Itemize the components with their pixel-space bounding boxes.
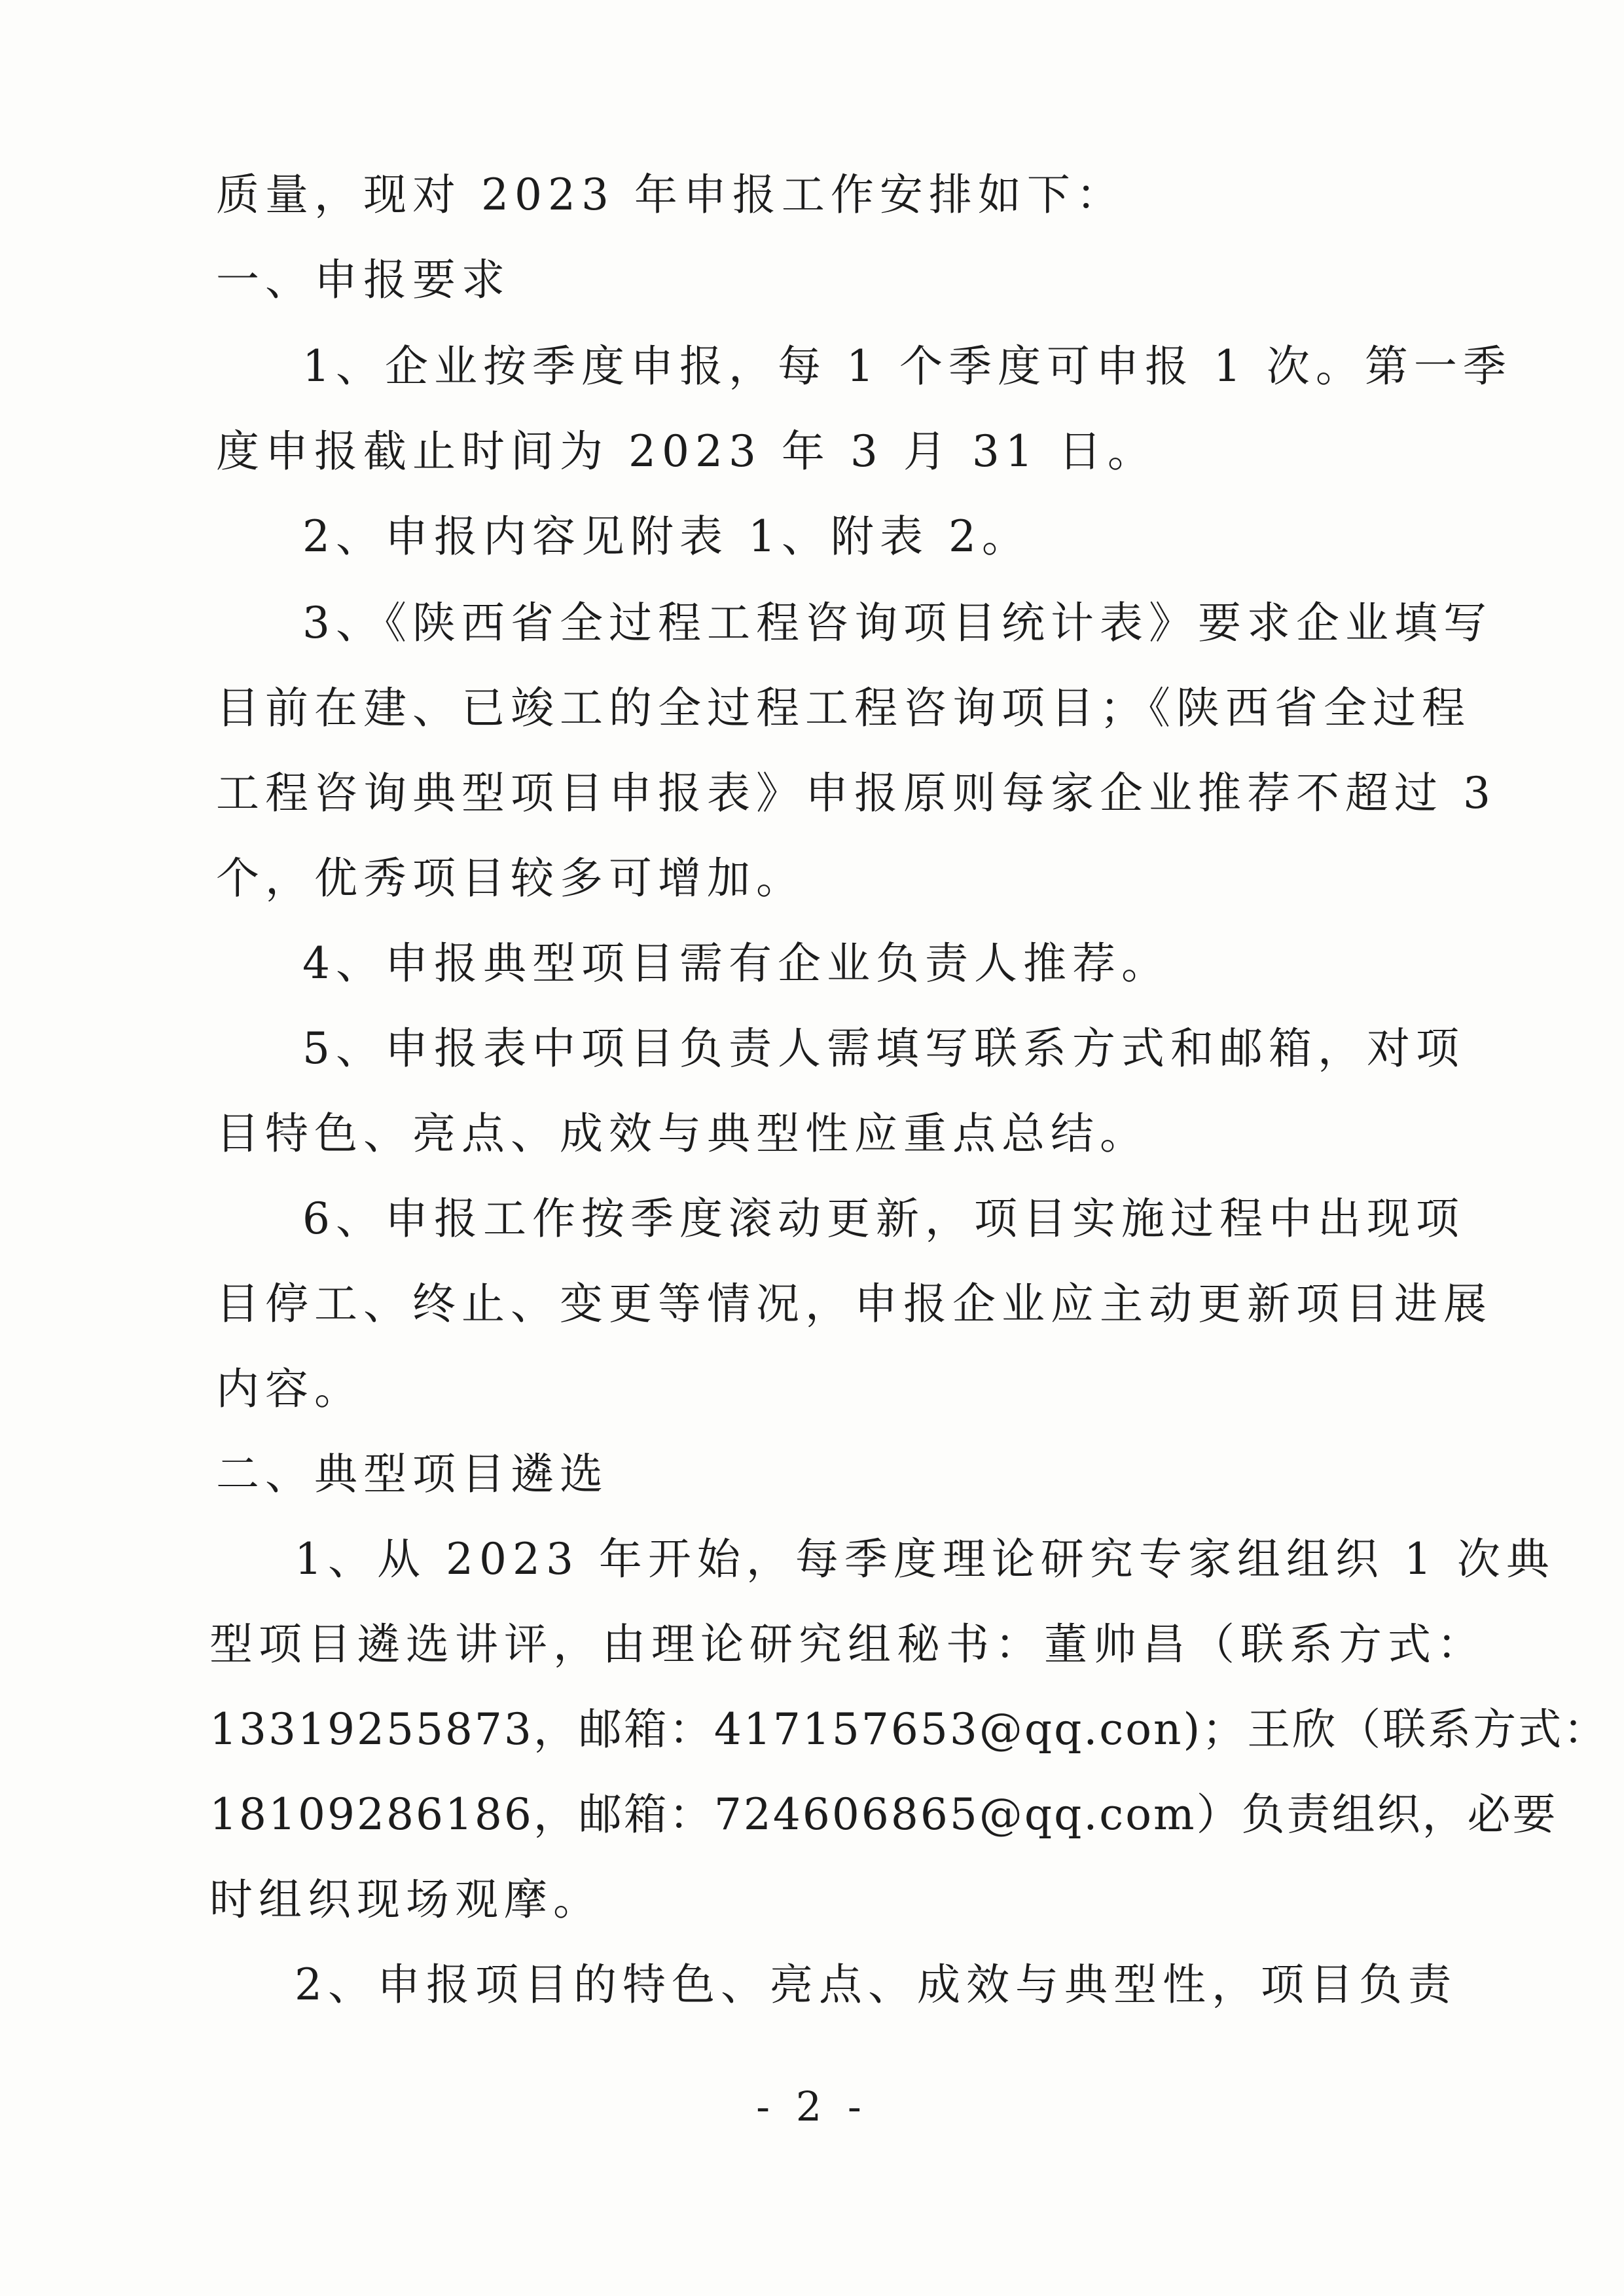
section-heading: 一、申报要求 — [216, 255, 511, 305]
text-line: 目特色、亮点、成效与典型性应重点总结。 — [216, 1108, 1149, 1159]
section-heading: 二、典型项目遴选 — [216, 1449, 609, 1499]
text-line: 1、从 2023 年开始，每季度理论研究专家组组织 1 次典 — [295, 1534, 1555, 1584]
text-line: 工程咨询典型项目申报表》申报原则每家企业推荐不超过 3 — [216, 768, 1496, 818]
text-line: 3、《陕西省全过程工程咨询项目统计表》要求企业填写 — [302, 598, 1492, 648]
page-number: - 2 - — [756, 2083, 868, 2130]
text-line: 时组织现场观摩。 — [209, 1874, 602, 1925]
text-line: 度申报截止时间为 2023 年 3 月 31 日。 — [216, 426, 1157, 477]
text-line: 4、申报典型项目需有企业负责人推荐。 — [302, 938, 1170, 989]
text-line: 2、申报内容见附表 1、附表 2。 — [302, 511, 1031, 562]
text-line: 6、申报工作按季度滚动更新，项目实施过程中出现项 — [302, 1194, 1465, 1244]
text-line: 内容。 — [216, 1364, 363, 1414]
text-line: 目停工、终止、变更等情况，申报企业应主动更新项目进展 — [216, 1279, 1492, 1329]
text-line: 个，优秀项目较多可增加。 — [216, 853, 805, 903]
text-line: 质量，现对 2023 年申报工作安排如下： — [216, 170, 1125, 220]
text-line: 5、申报表中项目负责人需填写联系方式和邮箱，对项 — [302, 1023, 1465, 1074]
text-line: 18109286186，邮箱：724606865@qq.com）负责组织，必要 — [209, 1789, 1558, 1840]
text-line: 型项目遴选讲评，由理论研究组秘书：董帅昌（联系方式： — [209, 1619, 1486, 1669]
text-line: 13319255873，邮箱：417157653@qq.con)；王欣（联系方式： — [209, 1704, 1609, 1755]
text-line: 1、企业按季度申报，每 1 个季度可申报 1 次。第一季 — [302, 341, 1512, 392]
text-line: 目前在建、已竣工的全过程工程咨询项目；《陕西省全过程 — [216, 683, 1471, 733]
text-line: 2、申报项目的特色、亮点、成效与典型性，项目负责 — [295, 1959, 1457, 2010]
